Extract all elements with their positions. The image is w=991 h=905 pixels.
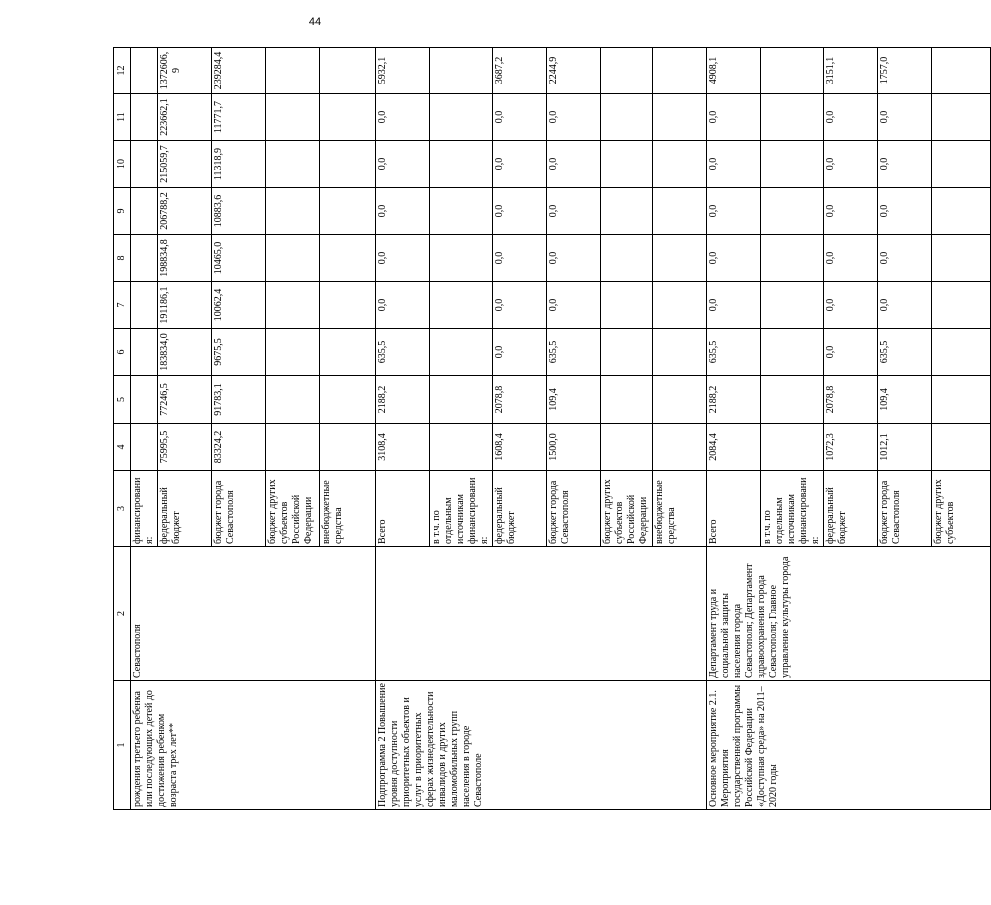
value-cell: 83324,2 xyxy=(212,424,266,471)
value-cell: 0,0 xyxy=(547,235,601,282)
value-cell xyxy=(601,235,653,282)
value-cell xyxy=(761,424,824,471)
value-cell xyxy=(320,329,376,376)
funding-source-cell: бюджет города Севастополя xyxy=(212,471,266,547)
value-cell: 0,0 xyxy=(493,329,547,376)
value-cell: 109,4 xyxy=(878,376,932,424)
value-cell xyxy=(266,188,320,235)
value-cell xyxy=(430,141,493,188)
value-cell: 635,5 xyxy=(878,329,932,376)
value-cell: 0,0 xyxy=(878,282,932,329)
value-cell xyxy=(131,48,158,94)
funding-source-cell: внебюджетные средства xyxy=(320,471,376,547)
value-cell: 191186,1 xyxy=(158,282,212,329)
funding-source-cell: бюджет других субъектов Российской Федерации xyxy=(266,471,320,547)
value-cell xyxy=(131,282,158,329)
value-cell xyxy=(932,282,991,329)
value-cell xyxy=(601,329,653,376)
value-cell: 1500,0 xyxy=(547,424,601,471)
value-cell xyxy=(601,424,653,471)
header-cell: 8 xyxy=(114,235,131,282)
value-cell xyxy=(601,282,653,329)
value-cell: 0,0 xyxy=(376,94,430,141)
value-cell xyxy=(131,376,158,424)
value-cell xyxy=(653,235,707,282)
value-cell: 215059,7 xyxy=(158,141,212,188)
value-cell: 183834,0 xyxy=(158,329,212,376)
value-cell: 2244,9 xyxy=(547,48,601,94)
value-cell xyxy=(266,376,320,424)
header-cell: 11 xyxy=(114,94,131,141)
program-name-cell: Подпрограмма 2 Повышение уровня доступности приоритетных объектов и услуг в приоритетных сферах жизнедеятельности инвалидов и других маломобильных групп населения в городе Севастополе xyxy=(376,681,707,810)
value-cell: 1757,0 xyxy=(878,48,932,94)
value-cell xyxy=(932,376,991,424)
value-cell: 239284,4 xyxy=(212,48,266,94)
value-cell: 11318,9 xyxy=(212,141,266,188)
value-cell: 3151,1 xyxy=(824,48,878,94)
funding-source-cell: внебюджетные средства xyxy=(653,471,707,547)
value-cell: 2188,2 xyxy=(376,376,430,424)
value-cell: 0,0 xyxy=(493,282,547,329)
value-cell: 5932,1 xyxy=(376,48,430,94)
value-cell xyxy=(761,141,824,188)
value-cell xyxy=(653,188,707,235)
value-cell xyxy=(932,329,991,376)
value-cell: 1012,1 xyxy=(878,424,932,471)
value-cell: 0,0 xyxy=(376,141,430,188)
value-cell: 11771,7 xyxy=(212,94,266,141)
funding-source-cell: федеральный бюджет xyxy=(493,471,547,547)
value-cell xyxy=(320,424,376,471)
value-cell xyxy=(430,329,493,376)
funding-source-cell: в т.ч. по отдельным источникам финансирования: xyxy=(430,471,493,547)
header-cell: 5 xyxy=(114,376,131,424)
value-cell: 3687,2 xyxy=(493,48,547,94)
value-cell xyxy=(932,48,991,94)
value-cell: 0,0 xyxy=(707,188,761,235)
value-cell xyxy=(131,329,158,376)
value-cell xyxy=(601,141,653,188)
value-cell: 0,0 xyxy=(493,141,547,188)
header-row xyxy=(114,48,131,810)
value-cell xyxy=(761,329,824,376)
value-cell: 0,0 xyxy=(878,235,932,282)
value-cell xyxy=(131,235,158,282)
value-cell: 0,0 xyxy=(547,94,601,141)
value-cell xyxy=(761,376,824,424)
value-cell: 0,0 xyxy=(824,282,878,329)
value-cell xyxy=(430,188,493,235)
value-cell: 0,0 xyxy=(824,329,878,376)
value-cell xyxy=(932,141,991,188)
value-cell: 0,0 xyxy=(707,141,761,188)
funding-source-cell: бюджет города Севастополя xyxy=(547,471,601,547)
value-cell xyxy=(601,94,653,141)
value-cell xyxy=(266,235,320,282)
funding-source-cell: бюджет других субъектов xyxy=(932,471,991,547)
value-cell xyxy=(320,48,376,94)
header-cell: 7 xyxy=(114,282,131,329)
value-cell: 0,0 xyxy=(547,141,601,188)
value-cell xyxy=(430,94,493,141)
header-cell: 2 xyxy=(114,547,131,681)
value-cell xyxy=(761,188,824,235)
value-cell: 0,0 xyxy=(493,94,547,141)
value-cell: 0,0 xyxy=(824,188,878,235)
value-cell: 2188,2 xyxy=(707,376,761,424)
value-cell: 635,5 xyxy=(376,329,430,376)
value-cell xyxy=(320,94,376,141)
funding-source-cell: бюджет других субъектов Российской Федерации xyxy=(601,471,653,547)
value-cell: 223662,1 xyxy=(158,94,212,141)
value-cell: 0,0 xyxy=(547,282,601,329)
program-name-cell: рождения третьего ребенка или последующих детей до достижения ребенком возраста трех лет** xyxy=(131,681,376,810)
value-cell: 4908,1 xyxy=(707,48,761,94)
value-cell xyxy=(430,376,493,424)
executor-cell: Севастополя xyxy=(131,547,376,681)
value-cell: 0,0 xyxy=(376,188,430,235)
value-cell: 0,0 xyxy=(376,235,430,282)
value-cell: 2078,8 xyxy=(824,376,878,424)
value-cell: 0,0 xyxy=(376,282,430,329)
value-cell: 75995,5 xyxy=(158,424,212,471)
value-cell: 0,0 xyxy=(824,141,878,188)
value-cell: 2078,8 xyxy=(493,376,547,424)
value-cell xyxy=(320,282,376,329)
value-cell xyxy=(266,94,320,141)
value-cell xyxy=(653,376,707,424)
value-cell: 206788,2 xyxy=(158,188,212,235)
value-cell xyxy=(932,94,991,141)
value-cell xyxy=(430,48,493,94)
value-cell xyxy=(266,424,320,471)
value-cell: 1608,4 xyxy=(493,424,547,471)
value-cell: 2084,4 xyxy=(707,424,761,471)
value-cell xyxy=(320,235,376,282)
funding-source-cell: федеральный бюджет xyxy=(824,471,878,547)
value-cell xyxy=(761,282,824,329)
page-number: 44 xyxy=(308,16,322,28)
value-cell: 3108,4 xyxy=(376,424,430,471)
value-cell xyxy=(653,329,707,376)
value-cell: 0,0 xyxy=(493,235,547,282)
value-cell: 198834,8 xyxy=(158,235,212,282)
funding-source-cell: в т.ч. по отдельным источникам финансирования: xyxy=(761,471,824,547)
header-cell: 4 xyxy=(114,424,131,471)
value-cell: 0,0 xyxy=(707,282,761,329)
value-cell: 0,0 xyxy=(824,94,878,141)
value-cell xyxy=(430,424,493,471)
value-cell: 10062,4 xyxy=(212,282,266,329)
value-cell xyxy=(131,188,158,235)
funding-source-cell: бюджет города Севастополя xyxy=(878,471,932,547)
value-cell: 0,0 xyxy=(493,188,547,235)
value-cell xyxy=(266,282,320,329)
value-cell: 0,0 xyxy=(878,141,932,188)
header-cell: 10 xyxy=(114,141,131,188)
value-cell xyxy=(653,424,707,471)
value-cell: 0,0 xyxy=(547,188,601,235)
value-cell: 0,0 xyxy=(878,94,932,141)
value-cell: 10883,6 xyxy=(212,188,266,235)
value-cell: 9675,5 xyxy=(212,329,266,376)
value-cell: 0,0 xyxy=(707,235,761,282)
value-cell: 0,0 xyxy=(707,94,761,141)
value-cell xyxy=(320,188,376,235)
value-cell xyxy=(761,48,824,94)
value-cell: 91783,1 xyxy=(212,376,266,424)
value-cell: 77246,5 xyxy=(158,376,212,424)
value-cell xyxy=(653,141,707,188)
value-cell xyxy=(430,282,493,329)
header-cell: 6 xyxy=(114,329,131,376)
value-cell xyxy=(266,141,320,188)
executor-cell: Департамент труда и социальной защиты населения города Севастополя; Департамент здравоохранения города Севастополя; Главное управление культуры города xyxy=(707,547,991,681)
value-cell xyxy=(320,376,376,424)
funding-source-cell: финансирования: xyxy=(131,471,158,547)
funding-source-cell: Всего xyxy=(707,471,761,547)
value-cell xyxy=(131,424,158,471)
value-cell: 1372606,9 xyxy=(158,48,212,94)
value-cell xyxy=(320,141,376,188)
value-cell xyxy=(131,141,158,188)
value-cell xyxy=(653,94,707,141)
value-cell xyxy=(653,48,707,94)
header-cell: 12 xyxy=(114,48,131,94)
program-name-cell: Основное мероприятие 2.1. Мероприятия государственной программы Российской Федерации «Доступная среда» на 2011–2020 годы xyxy=(707,681,991,810)
funding-source-cell: федеральный бюджет xyxy=(158,471,212,547)
value-cell: 1072,3 xyxy=(824,424,878,471)
executor-cell xyxy=(376,547,707,681)
table-row xyxy=(707,48,761,810)
table-row xyxy=(131,48,158,810)
header-cell: 9 xyxy=(114,188,131,235)
value-cell: 109,4 xyxy=(547,376,601,424)
value-cell xyxy=(266,329,320,376)
value-cell: 635,5 xyxy=(547,329,601,376)
value-cell xyxy=(430,235,493,282)
value-cell xyxy=(932,235,991,282)
value-cell xyxy=(653,282,707,329)
value-cell xyxy=(131,94,158,141)
header-cell: 1 xyxy=(114,681,131,810)
value-cell: 0,0 xyxy=(878,188,932,235)
value-cell: 635,5 xyxy=(707,329,761,376)
budget-table-rotated xyxy=(113,48,956,810)
value-cell: 10465,0 xyxy=(212,235,266,282)
value-cell xyxy=(266,48,320,94)
value-cell xyxy=(601,376,653,424)
table-row xyxy=(376,48,430,810)
funding-source-cell: Всего xyxy=(376,471,430,547)
budget-table xyxy=(113,47,991,810)
value-cell xyxy=(761,235,824,282)
value-cell xyxy=(761,94,824,141)
header-cell: 3 xyxy=(114,471,131,547)
value-cell: 0,0 xyxy=(824,235,878,282)
value-cell xyxy=(601,188,653,235)
value-cell xyxy=(601,48,653,94)
value-cell xyxy=(932,424,991,471)
value-cell xyxy=(932,188,991,235)
